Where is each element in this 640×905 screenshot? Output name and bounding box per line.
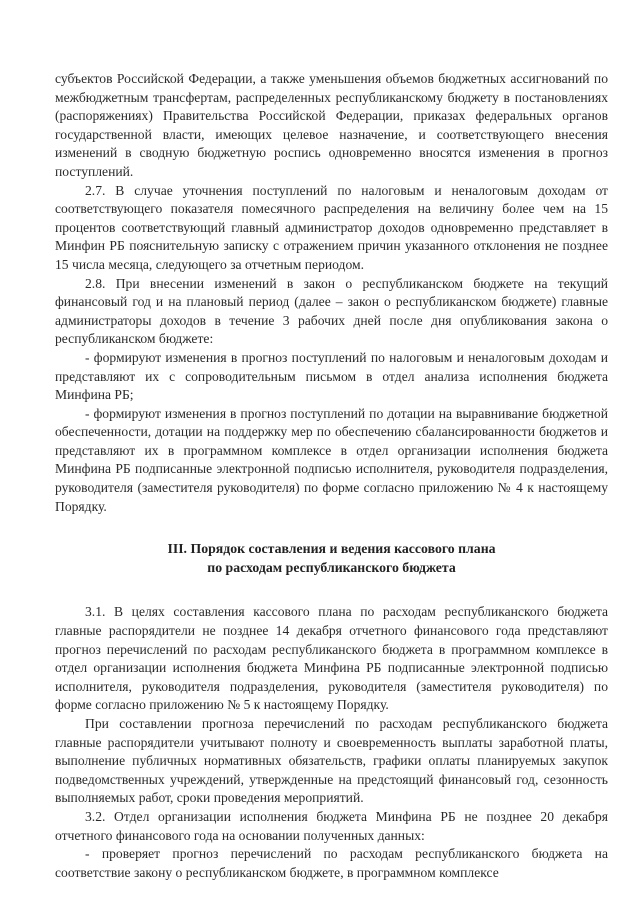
section-heading-line-2: по расходам республиканского бюджета — [207, 559, 456, 575]
paragraph-1: субъектов Российской Федерации, а также уменьшения объемов бюджетных ассигнований по межбюджетным трансфертам, распределенных республиканскому бюджету в постановлениях (распоряжениях) Правительства Российской Федерации, приказах федеральных органов государственной власти, имеющих целевое назначение, и соответствующего внесения изменений в сводную бюджетную роспись одновременно вносятся изменения в прогноз поступлений. — [55, 71, 608, 179]
section-heading — [55, 540, 608, 577]
document-page — [55, 70, 608, 882]
paragraph-2-8-item-1: - формируют изменения в прогноз поступлений по налоговым и неналоговым доходам и представляют их с сопроводительным письмом в отдел анализа исполнения бюджета Минфина РБ; — [55, 349, 608, 403]
paragraph-3-2: 3.2. Отдел организации исполнения бюджета Минфина РБ не позднее 20 декабря отчетного финансового года на основании полученных данных: — [55, 808, 608, 843]
paragraph-2-8: 2.8. При внесении изменений в закон о республиканском бюджете на текущий финансовый год и на плановый период (далее – закон о республиканском бюджете) главные администраторы доходов в течение 3 рабочих дней после дня опубликования закона о республиканском бюджете: — [55, 275, 608, 347]
section-heading-line-1: III. Порядок составления и ведения кассового плана — [167, 541, 496, 557]
paragraph-3-1-note: При составлении прогноза перечислений по расходам республиканского бюджета главные распорядители учитывают полноту и своевременность выплаты заработной платы, выполнение публичных нормативных обязательств, графики оплаты планируемых закупок подведомственных учреждений, утвержденные на предстоящий финансовый год, сезонность выполняемых работ, сроки проведения мероприятий. — [55, 716, 608, 806]
paragraph-3-1: 3.1. В целях составления кассового плана по расходам республиканского бюджета главные распорядители не позднее 14 декабря отчетного финансового года представляют прогноз перечислений по расходам республиканского бюджета в программном комплексе в отдел организации исполнения бюджета Минфина РБ подписанные электронной подписью исполнителя, руководителя подразделения, руководителя (заместителя руководителя) по форме согласно приложению № 5 к настоящему Порядку. — [55, 604, 608, 713]
paragraph-2-8-item-2: - формируют изменения в прогноз поступлений по дотации на выравнивание бюджетной обеспеченности, дотации на поддержку мер по обеспечению сбалансированности бюджетов и представляют их в программном комплексе в отдел организации исполнения бюджета Минфина РБ подписанные электронной подписью исполнителя, руководителя подразделения, руководителя (заместителя руководителя) по форме согласно приложению № 4 к настоящему Порядку. — [55, 405, 608, 514]
paragraph-3-2-item-1: - проверяет прогноз перечислений по расходам республиканского бюджета на соответствие закону о республиканском бюджете, в программном комплексе — [55, 846, 608, 880]
paragraph-2-7: 2.7. В случае уточнения поступлений по налоговым и неналоговым доходам от соответствующего показателя помесячного распределения на величину более чем на 15 процентов соответствующий главный администратор доходов одновременно представляет в Минфин РБ пояснительную записку с отражением причин указанного отклонения не позднее 15 числа месяца, следующего за отчетным периодом. — [55, 182, 608, 272]
